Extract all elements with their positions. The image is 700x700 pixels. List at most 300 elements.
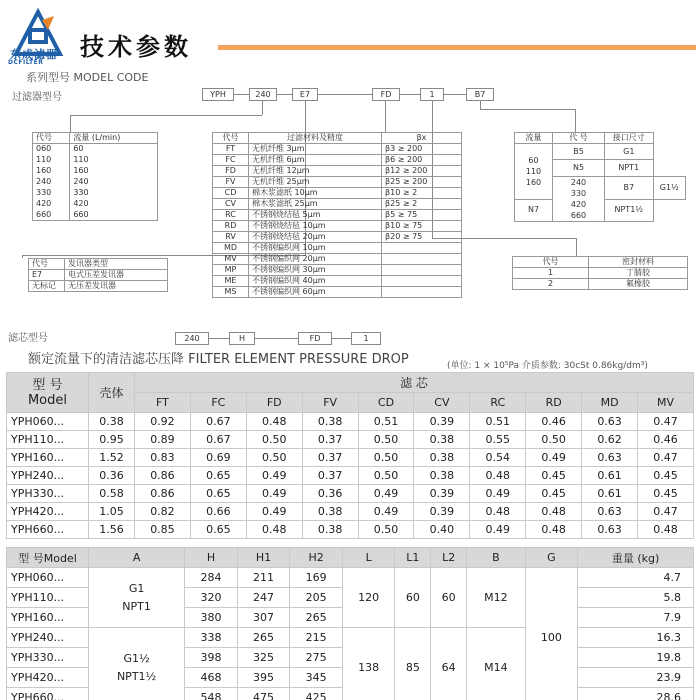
connector [480, 101, 481, 109]
table-cell: 0.47 [638, 413, 694, 431]
table-cell: 0.47 [638, 503, 694, 521]
table-cell: β10 ≥ 2 [382, 188, 462, 199]
model-cell: YPH110... [7, 431, 89, 449]
dim-header: A [89, 548, 185, 568]
table-cell: β20 ≥ 75 [382, 232, 462, 243]
table-cell: 330 [570, 189, 587, 198]
table-cell: 0.48 [470, 503, 526, 521]
pressure-drop-title: 额定流量下的清洁滤芯压降 FILTER ELEMENT PRESSURE DROP [28, 352, 409, 367]
model-cell: YPH110... [7, 588, 89, 608]
table-cell: 0.49 [470, 521, 526, 539]
table-cell: 氟橡胶 [589, 279, 688, 290]
table-cell: RC [213, 210, 249, 221]
table-cell: 0.49 [358, 485, 414, 503]
table-row [7, 485, 694, 503]
col-element: 滤 芯 [135, 373, 694, 393]
table-row [7, 568, 694, 588]
table-cell: 0.37 [302, 467, 358, 485]
weight-cell: 28.6 [578, 688, 694, 700]
dimension-header-row [7, 548, 694, 568]
connector [332, 338, 351, 339]
table-header: 代号 [29, 259, 65, 270]
table-cell: MV [213, 254, 249, 265]
table-cell: 330 [70, 188, 158, 199]
element-code-box-material: FD [298, 332, 332, 345]
table-cell: 60 [395, 568, 431, 628]
filter-model-label: 过滤器型号 [12, 92, 62, 103]
table-cell: 0.38 [302, 413, 358, 431]
dim-header: 型 号Model [7, 548, 89, 568]
table-cell: 0.69 [190, 449, 246, 467]
table-cell: 307 [237, 608, 290, 628]
table-cell: 425 [290, 688, 343, 700]
table-cell [382, 287, 462, 298]
table-cell: 205 [290, 588, 343, 608]
table-cell: NPT1 [605, 160, 654, 177]
table-cell: FD [213, 166, 249, 177]
table-cell: 0.40 [414, 521, 470, 539]
table-cell: 0.63 [582, 449, 638, 467]
table-cell: 0.48 [246, 521, 302, 539]
table-header: 发讯器类型 [65, 259, 168, 270]
table-cell: 0.50 [246, 431, 302, 449]
dim-header: L1 [395, 548, 431, 568]
table-cell: 0.38 [302, 503, 358, 521]
a-port-cell [89, 568, 185, 628]
table-cell: 660 [570, 211, 587, 220]
table-cell: 0.46 [526, 413, 582, 431]
dim-header: L [342, 548, 395, 568]
table-cell: 0.38 [414, 431, 470, 449]
table-cell: 138 [342, 628, 395, 700]
table-cell: 0.37 [302, 449, 358, 467]
col-element-cd: CD [358, 393, 414, 413]
page-title: 技术参数 [80, 32, 192, 61]
table-cell: 420 [33, 199, 70, 210]
table-cell: 0.65 [190, 485, 246, 503]
table-cell: 0.82 [135, 503, 191, 521]
table-cell: 不锈钢编织网 30μm [249, 265, 382, 276]
table-cell: 395 [237, 668, 290, 688]
table-cell: 0.50 [246, 449, 302, 467]
table-cell: 0.49 [246, 467, 302, 485]
table-cell: MP [213, 265, 249, 276]
table-cell: G1 [605, 144, 654, 160]
filter-material-table [212, 132, 462, 298]
table-cell: 0.83 [135, 449, 191, 467]
table-cell: 247 [237, 588, 290, 608]
table-cell: β25 ≥ 2 [382, 199, 462, 210]
table-cell: NPT1½ [116, 669, 157, 683]
table-cell: 0.48 [526, 503, 582, 521]
table-cell: 0.38 [302, 521, 358, 539]
table-cell: 0.45 [638, 467, 694, 485]
table-cell: 无机纤维 12μm [249, 166, 382, 177]
table-cell: N7 [515, 199, 553, 222]
weight-cell: 23.9 [578, 668, 694, 688]
table-cell: 284 [185, 568, 238, 588]
signal-type-table [28, 258, 168, 292]
connector [262, 101, 263, 115]
table-cell: 0.50 [358, 467, 414, 485]
table-cell: 0.92 [135, 413, 191, 431]
table-cell: 0.50 [358, 521, 414, 539]
table-cell: 0.67 [190, 431, 246, 449]
table-cell: 不锈钢烧结毡 5μm [249, 210, 382, 221]
connector [209, 338, 229, 339]
table-cell: MD [213, 243, 249, 254]
table-header: 代号 [513, 257, 589, 268]
model-cell: YPH160... [7, 449, 89, 467]
pressure-drop-table [6, 372, 694, 539]
connector [234, 94, 249, 95]
model-cell: YPH060... [7, 413, 89, 431]
table-header: 代 号 [553, 133, 605, 144]
table-cell: 0.50 [358, 449, 414, 467]
table-cell: 0.39 [414, 503, 470, 521]
table-cell: 0.39 [414, 485, 470, 503]
table-cell: 0.54 [470, 449, 526, 467]
element-code-box-type: H [229, 332, 255, 345]
table-cell: NPT1 [122, 599, 151, 613]
table-cell: 0.50 [526, 431, 582, 449]
table-cell: 320 [185, 588, 238, 608]
table-cell: 0.45 [526, 467, 582, 485]
table-cell: 0.51 [470, 413, 526, 431]
code-box-port: B7 [466, 88, 494, 101]
table-cell: 0.86 [135, 467, 191, 485]
table-cell: 0.39 [414, 413, 470, 431]
model-cell: YPH420... [7, 503, 89, 521]
connector [70, 115, 262, 116]
table-cell: β12 ≥ 200 [382, 166, 462, 177]
table-cell: 无压差发讯器 [65, 281, 168, 292]
weight-cell: 16.3 [578, 628, 694, 648]
connector [277, 94, 292, 95]
table-cell: 0.89 [135, 431, 191, 449]
col-element-ft: FT [135, 393, 191, 413]
pressure-drop-unit: (单位: 1 × 10⁵Pa 介质参数: 30cSt 0.86kg/dm³) [447, 361, 648, 371]
table-cell: 211 [237, 568, 290, 588]
col-housing: 壳体 [89, 373, 135, 413]
table-cell: 0.48 [526, 521, 582, 539]
table-row [7, 503, 694, 521]
table-cell: 0.48 [470, 467, 526, 485]
table-cell: M14 [467, 628, 526, 700]
table-cell [382, 243, 462, 254]
element-code-box-seal: 1 [351, 332, 381, 345]
table-cell: 338 [185, 628, 238, 648]
table-cell: 265 [290, 608, 343, 628]
table-cell: 无机纤维 3μm [249, 144, 382, 155]
a-port-cell [89, 628, 185, 700]
col-element-rd: RD [526, 393, 582, 413]
table-cell: 120 [342, 568, 395, 628]
col-element-fd: FD [246, 393, 302, 413]
table-cell: 380 [185, 608, 238, 628]
table-row [7, 521, 694, 539]
connector [575, 109, 576, 132]
table-cell: 0.38 [414, 449, 470, 467]
table-header: 过滤材料及精度 [249, 133, 382, 144]
table-cell: 0.48 [638, 521, 694, 539]
table-cell: 0.49 [358, 503, 414, 521]
table-cell: 60 [70, 144, 158, 155]
table-cell: 电式压差发讯器 [65, 270, 168, 281]
model-code-title: 系列型号 MODEL CODE [26, 71, 149, 84]
table-cell: 475 [237, 688, 290, 700]
table-cell: 100 [525, 568, 578, 700]
table-cell: 不锈钢编织网 20μm [249, 254, 382, 265]
title-accent-bar [218, 45, 696, 50]
table-cell: β25 ≥ 200 [382, 177, 462, 188]
table-cell: 060 [33, 144, 70, 155]
table-cell: 64 [431, 628, 467, 700]
table-cell: 1.05 [89, 503, 135, 521]
dim-header: 重量 (kg) [578, 548, 694, 568]
table-cell [382, 254, 462, 265]
table-cell: 0.63 [582, 521, 638, 539]
dim-header: H2 [290, 548, 343, 568]
table-cell: 0.49 [470, 485, 526, 503]
model-cell: YPH160... [7, 608, 89, 628]
dim-header: B [467, 548, 526, 568]
table-header: 接口尺寸 [605, 133, 654, 144]
table-row [7, 449, 694, 467]
table-cell: 无机纤维 6μm [249, 155, 382, 166]
table-cell: 0.47 [638, 449, 694, 467]
dim-header: H [185, 548, 238, 568]
table-cell: 398 [185, 648, 238, 668]
table-cell: 468 [185, 668, 238, 688]
table-cell: 0.61 [582, 485, 638, 503]
table-cell: 无标记 [29, 281, 65, 292]
flow-code-table [32, 132, 158, 221]
col-element-cv: CV [414, 393, 470, 413]
table-cell: 0.65 [190, 521, 246, 539]
model-cell: YPH660... [7, 688, 89, 700]
table-cell: 0.62 [582, 431, 638, 449]
col-element-rc: RC [470, 393, 526, 413]
table-header: 流量 [515, 133, 553, 144]
table-cell: RD [213, 221, 249, 232]
table-cell: 丁腈胶 [589, 268, 688, 279]
table-cell: G1 [128, 581, 145, 595]
table-cell: 0.46 [638, 431, 694, 449]
connector [318, 94, 372, 95]
table-cell: 0.45 [638, 485, 694, 503]
table-cell: G1½ [123, 651, 150, 665]
table-cell [382, 276, 462, 287]
model-cell: YPH420... [7, 668, 89, 688]
logo-cn-text: 东成滤器 [10, 48, 58, 61]
logo-en-text: DCFILTER [8, 59, 44, 66]
table-cell: N5 [553, 160, 605, 177]
table-cell [382, 265, 462, 276]
code-box-series: YPH [202, 88, 234, 101]
weight-cell: 19.8 [578, 648, 694, 668]
table-cell: NPT1½ [605, 199, 654, 222]
table-cell: 169 [290, 568, 343, 588]
table-cell: 548 [185, 688, 238, 700]
seal-material-table [512, 256, 688, 290]
table-cell: 0.86 [135, 485, 191, 503]
table-cell: 1.56 [89, 521, 135, 539]
table-cell: 无机纤维 25μm [249, 177, 382, 188]
table-cell: 0.38 [89, 413, 135, 431]
port-size-table [514, 132, 686, 222]
code-box-seal: 1 [420, 88, 444, 101]
model-cell: YPH060... [7, 568, 89, 588]
dim-header: H1 [237, 548, 290, 568]
col-model-en: Model [27, 392, 68, 408]
table-cell: 275 [290, 648, 343, 668]
table-row [7, 413, 694, 431]
table-header: 密封材料 [589, 257, 688, 268]
table-cell: 2 [513, 279, 589, 290]
table-cell: 1.52 [89, 449, 135, 467]
element-model-label: 滤芯型号 [8, 333, 48, 344]
table-cell: 110 [525, 166, 542, 176]
table-cell: 0.50 [358, 431, 414, 449]
table-cell: 棉木浆滤纸 10μm [249, 188, 382, 199]
table-cell: 不锈钢编织网 60μm [249, 287, 382, 298]
weight-cell: 4.7 [578, 568, 694, 588]
table-cell: β5 ≥ 75 [382, 210, 462, 221]
table-cell: 110 [33, 155, 70, 166]
table-row [7, 628, 694, 648]
table-header: 代号 [33, 133, 70, 144]
table-cell: 660 [33, 210, 70, 221]
model-cell: YPH240... [7, 467, 89, 485]
connector [385, 101, 386, 133]
connector [70, 115, 71, 132]
table-cell: E7 [29, 270, 65, 281]
table-cell: 0.38 [414, 467, 470, 485]
col-element-fc: FC [190, 393, 246, 413]
table-header: 代号 [213, 133, 249, 144]
table-cell: 345 [290, 668, 343, 688]
table-cell: FC [213, 155, 249, 166]
table-cell: 0.65 [190, 467, 246, 485]
table-cell: M12 [467, 568, 526, 628]
table-cell: CV [213, 199, 249, 210]
table-cell: 215 [290, 628, 343, 648]
table-header: 流量 (L/min) [70, 133, 158, 144]
table-cell: 160 [525, 177, 542, 187]
col-element-fv: FV [302, 393, 358, 413]
table-cell: 0.85 [135, 521, 191, 539]
table-cell: CD [213, 188, 249, 199]
dimension-table [6, 547, 694, 700]
table-cell: 160 [70, 166, 158, 177]
table-cell: 0.58 [89, 485, 135, 503]
dim-header: L2 [431, 548, 467, 568]
table-cell: 265 [237, 628, 290, 648]
table-cell: 0.49 [246, 503, 302, 521]
model-cell: YPH330... [7, 648, 89, 668]
dimension-body [7, 568, 694, 700]
dim-header: G [525, 548, 578, 568]
table-cell: 1 [513, 268, 589, 279]
table-cell: 不锈钢烧结毡 20μm [249, 232, 382, 243]
col-element-md: MD [582, 393, 638, 413]
code-box-material: FD [372, 88, 400, 101]
table-cell: 0.55 [470, 431, 526, 449]
weight-cell: 5.8 [578, 588, 694, 608]
table-cell: RV [213, 232, 249, 243]
connector [444, 94, 466, 95]
table-cell: 0.51 [358, 413, 414, 431]
table-cell: 0.48 [246, 413, 302, 431]
connector [480, 109, 575, 110]
table-cell: 420 [70, 199, 158, 210]
model-cell: YPH240... [7, 628, 89, 648]
table-cell: 0.61 [582, 467, 638, 485]
table-cell: 85 [395, 628, 431, 700]
table-cell: FT [213, 144, 249, 155]
code-box-flow: 240 [249, 88, 277, 101]
table-cell: B7 [605, 177, 654, 200]
table-cell: 0.66 [190, 503, 246, 521]
col-element-mv: MV [638, 393, 694, 413]
table-cell: FV [213, 177, 249, 188]
table-cell: 不锈钢烧结毡 10μm [249, 221, 382, 232]
table-cell: 110 [70, 155, 158, 166]
connector [400, 94, 420, 95]
table-cell: 0.63 [582, 413, 638, 431]
table-cell: MS [213, 287, 249, 298]
table-cell: 240 [570, 178, 587, 187]
table-cell: 0.49 [246, 485, 302, 503]
weight-cell: 7.9 [578, 608, 694, 628]
table-cell: 0.95 [89, 431, 135, 449]
table-cell: 420 [570, 200, 587, 209]
table-cell: 660 [70, 210, 158, 221]
model-cell: YPH330... [7, 485, 89, 503]
table-cell: 棉木浆滤纸 25μm [249, 199, 382, 210]
element-code-box-flow: 240 [175, 332, 209, 345]
table-cell: 0.49 [526, 449, 582, 467]
table-cell: 325 [237, 648, 290, 668]
table-cell: β10 ≥ 75 [382, 221, 462, 232]
table-header: βx [382, 133, 462, 144]
table-cell: 60 [431, 568, 467, 628]
table-row [7, 467, 694, 485]
table-cell: 0.45 [526, 485, 582, 503]
table-cell: 0.36 [302, 485, 358, 503]
col-model-cn: 型 号 [32, 377, 63, 393]
table-cell: B5 [553, 144, 605, 160]
table-cell: G1½ [653, 177, 685, 200]
table-cell: 330 [33, 188, 70, 199]
table-cell: 0.67 [190, 413, 246, 431]
table-cell: 不锈钢编织网 40μm [249, 276, 382, 287]
table-cell: β3 ≥ 200 [382, 144, 462, 155]
connector [22, 255, 23, 258]
table-cell: 不锈钢编织网 10μm [249, 243, 382, 254]
table-cell: 240 [70, 177, 158, 188]
table-cell: 60 [528, 155, 539, 165]
table-cell: ME [213, 276, 249, 287]
pressure-drop-body [7, 413, 694, 539]
table-cell: 160 [33, 166, 70, 177]
connector [255, 338, 298, 339]
table-cell: 0.37 [302, 431, 358, 449]
table-cell: 0.36 [89, 467, 135, 485]
model-cell: YPH660... [7, 521, 89, 539]
table-cell: 240 [33, 177, 70, 188]
